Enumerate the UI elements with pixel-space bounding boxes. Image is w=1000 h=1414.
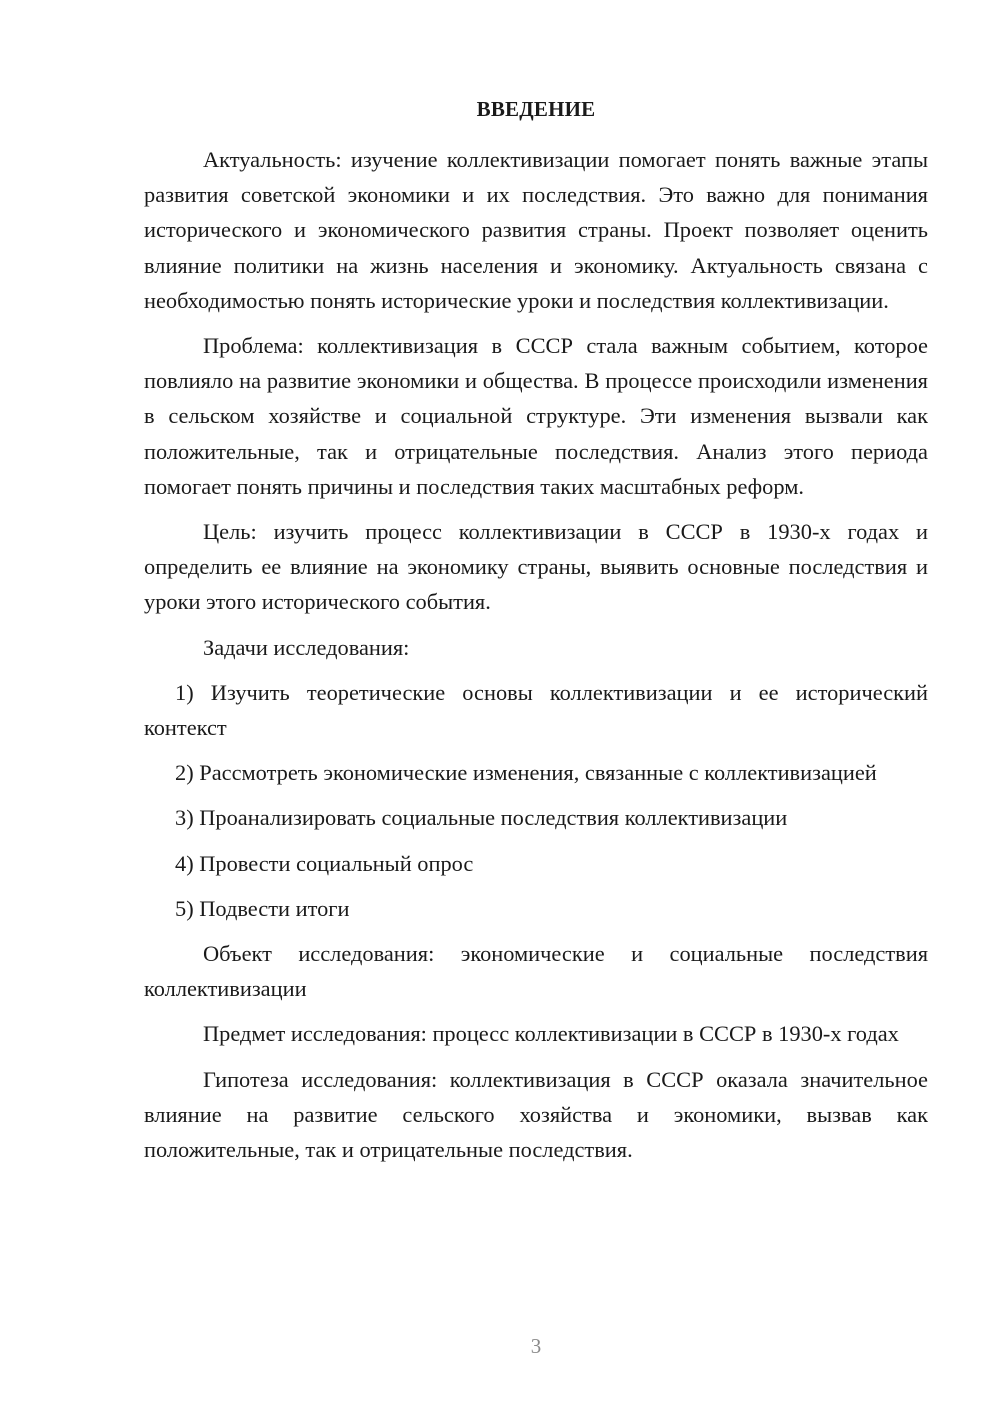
page-title: ВВЕДЕНИЕ bbox=[476, 97, 596, 121]
paragraph-relevance: Актуальность: изучение коллективизации помогает понять важные этапы развития советской экономики и их последствия. Это важно для понимания исторического и экономического развития страны. Проект позволяет оценить влияние политики на жизнь населения и экономику. Актуальность связана с необходимостью понять исторические уроки и последствия коллективизации. bbox=[144, 147, 928, 313]
paragraph-problem: Проблема: коллективизация в СССР стала важным событием, которое повлияло на развитие экономики и общества. В процессе происходили изменения в сельском хозяйстве и социальной структуре. Эти изменения вызвали как положительные, так и отрицательные последствия. Анализ этого периода помогает понять причины и последствия таких масштабных реформ. bbox=[144, 333, 928, 499]
body-text bbox=[144, 142, 928, 1177]
page-number: 3 bbox=[530, 1334, 542, 1358]
paragraph-subject: Предмет исследования: процесс коллективизации в СССР в 1930-х годах bbox=[203, 1021, 899, 1047]
paragraph-goal: Цель: изучить процесс коллективизации в СССР в 1930-х годах и определить ее влияние на экономику страны, выявить основные последствия и уроки этого исторического события. bbox=[144, 519, 928, 615]
paragraph-hypothesis: Гипотеза исследования: коллективизация в СССР оказала значительное влияние на развитие сельского хозяйства и экономики, вызвав как положительные, так и отрицательные последствия. bbox=[144, 1066, 928, 1163]
task-item-4: 4) Провести социальный опрос bbox=[175, 850, 474, 876]
task-item-2: 2) Рассмотреть экономические изменения, связанные с коллективизацией bbox=[175, 760, 877, 786]
tasks-heading: Задачи исследования: bbox=[203, 634, 410, 660]
task-item-3: 3) Проанализировать социальные последствия коллективизации bbox=[175, 805, 788, 831]
task-item-5: 5) Подвести итоги bbox=[175, 895, 350, 921]
task-item-1: 1) Изучить теоретические основы коллективизации и ее исторический контекст bbox=[144, 679, 928, 741]
paragraph-object: Объект исследования: экономические и социальные последствия коллективизации bbox=[144, 941, 928, 1002]
